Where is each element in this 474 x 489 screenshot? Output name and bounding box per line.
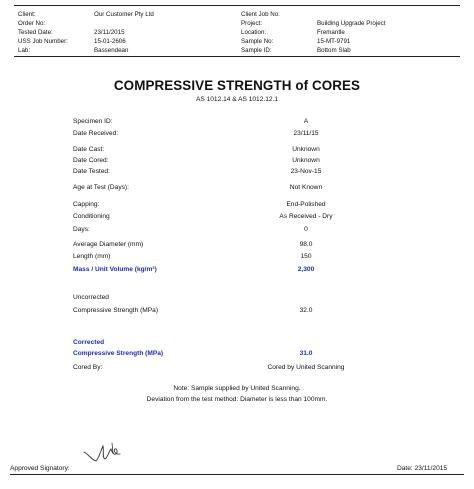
conditioning-value: As Received - Dry xyxy=(279,213,333,220)
uss-job-number-value: 15-01-2606 xyxy=(94,38,126,45)
date-cored-value: Unknown xyxy=(292,157,320,164)
specimen-id-label: Specimen ID: xyxy=(73,118,113,125)
uncorrected-heading: Uncorrected xyxy=(73,294,109,301)
average-diameter-value: 98.0 xyxy=(299,241,313,248)
location-value: Fremantle xyxy=(317,29,345,36)
header-top-rule xyxy=(14,5,460,6)
date-received-label: Date Received: xyxy=(73,130,119,137)
age-at-test-label: Age at Test (Days): xyxy=(73,184,129,191)
lab-value: Bassendean xyxy=(94,47,129,54)
date-cast-label: Date Cast: xyxy=(73,146,105,153)
deviation-note: Deviation from the test method: Diameter is less than 100mm. xyxy=(146,396,328,403)
mass-unit-volume-label: Mass / Unit Volume (kg/m³) xyxy=(73,266,157,273)
capping-value: End-Polished xyxy=(286,201,326,208)
uncorrected-strength-value: 32.0 xyxy=(299,307,313,314)
days-value: 0 xyxy=(304,226,308,233)
approved-signatory-label: Approved Signatory: xyxy=(10,465,70,472)
client-job-no-label: Client Job No: xyxy=(241,11,280,18)
days-label: Days: xyxy=(73,226,90,233)
approval-date: Date: 23/11/2015 xyxy=(397,465,448,472)
corrected-strength-value: 31.0 xyxy=(299,350,313,357)
sample-id-label: Sample ID: xyxy=(241,47,272,54)
corrected-strength-label: Compressive Strength (MPa) xyxy=(73,350,164,357)
capping-label: Capping: xyxy=(73,201,100,208)
length-value: 150 xyxy=(300,253,312,260)
client-label: Client: xyxy=(18,11,36,18)
sample-no-label: Sample No: xyxy=(241,38,274,45)
standard-reference: AS 1012.14 & AS 1012.12.1 xyxy=(195,96,279,103)
project-label: Project: xyxy=(241,20,262,27)
project-value: Building Upgrade Project xyxy=(317,20,386,27)
date-tested-value: 23-Nov-15 xyxy=(290,168,322,175)
tested-date-label: Tested Date: xyxy=(18,29,53,36)
specimen-id-value: A xyxy=(303,118,309,125)
uncorrected-strength-label: Compressive Strength (MPa) xyxy=(73,307,159,314)
sample-note: Note: Sample supplied by United Scanning. xyxy=(173,385,301,392)
date-cored-label: Date Cored: xyxy=(73,157,109,164)
order-no-label: Order No: xyxy=(18,20,46,27)
average-diameter-label: Average Diameter (mm) xyxy=(73,241,144,248)
client-value: Our Customer Pty Ltd xyxy=(94,11,154,18)
uss-job-number-label: USS Job Number: xyxy=(18,38,68,45)
sample-id-value: Bottom Slab xyxy=(317,47,351,54)
report-title: COMPRESSIVE STRENGTH of CORES xyxy=(113,78,361,93)
mass-unit-volume-value: 2,300 xyxy=(297,266,315,273)
corrected-heading: Corrected xyxy=(73,339,105,346)
date-cast-value: Unknown xyxy=(292,146,320,153)
header-bottom-rule xyxy=(14,56,460,57)
signature-line xyxy=(10,474,464,475)
signature-icon xyxy=(82,440,132,466)
cored-by-label: Cored By: xyxy=(73,364,103,371)
length-label: Length (mm) xyxy=(73,253,111,260)
location-label: Location: xyxy=(241,29,267,36)
tested-date-value: 23/11/2015 xyxy=(94,29,125,36)
date-tested-label: Date Tested: xyxy=(73,168,110,175)
date-received-value: 23/11/15 xyxy=(293,130,319,137)
conditioning-label: Conditioning xyxy=(73,213,110,220)
age-at-test-value: Not Known xyxy=(289,184,323,191)
lab-label: Lab: xyxy=(18,47,31,54)
sample-no-value: 15-MT-9791 xyxy=(317,38,351,45)
cored-by-value: Cored by United Scanning xyxy=(267,364,345,371)
